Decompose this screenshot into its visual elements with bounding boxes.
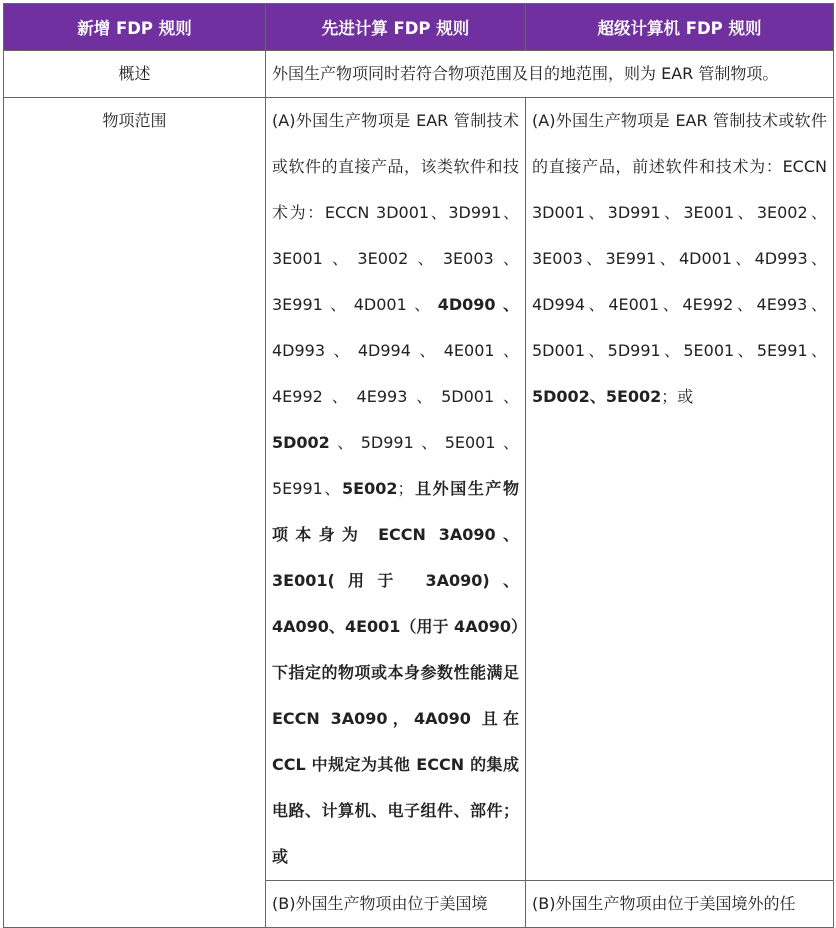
header-new-fdp: 新增 FDP 规则 <box>4 4 266 51</box>
fdp-rules-table <box>3 3 834 928</box>
header-supercomputer-fdp: 超级计算机 FDP 规则 <box>526 4 834 51</box>
overview-text: 外国生产物项同时若符合物项范围及目的地范围，则为 EAR 管制物项。 <box>266 51 834 98</box>
header-advanced-computing-fdp: 先进计算 FDP 规则 <box>266 4 526 51</box>
scope-label: 物项范围 <box>4 98 266 928</box>
table-row-overview <box>4 51 834 98</box>
advanced-scope-b: (B)外国生产物项由位于美国境 <box>266 881 526 928</box>
advanced-scope-a: (A)外国生产物项是 EAR 管制技术或软件的直接产品，该类软件和技术为：ECCN 3D001、3D991、3E001、3E002、3E003、3E991、4D001、4D090、4D993、4D994、4E001、4E992、4E993、5D001、5D002、5D991、5E001、5E991、5E002；且外国生产物项本身为 ECCN 3A090、3E001(用于 3A090)、4A090、4E001（用于 4A090）下指定的物项或本身参数性能满足 ECCN 3A090，4A090 且在 CCL 中规定为其他 ECCN 的集成电路、计算机、电子组件、部件；或 <box>266 98 526 881</box>
super-scope-a: (A)外国生产物项是 EAR 管制技术或软件的直接产品，前述软件和技术为：ECCN 3D001、3D991、3E001、3E002、3E003、3E991、4D001、4D993、4D994、4E001、4E992、4E993、5D001、5D991、5E001、5E991、5D002、5E002；或 <box>526 98 834 881</box>
header-row <box>4 4 834 51</box>
overview-label: 概述 <box>4 51 266 98</box>
table-row-scope-a <box>4 98 834 881</box>
super-scope-b: (B)外国生产物项由位于美国境外的任 <box>526 881 834 928</box>
